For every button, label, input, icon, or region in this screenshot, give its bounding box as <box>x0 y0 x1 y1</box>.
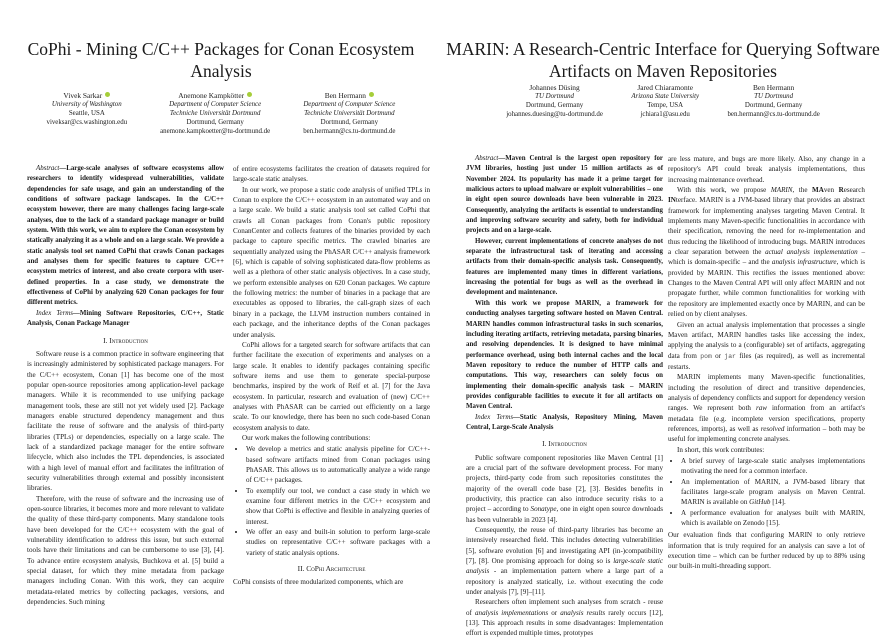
text-run: esearch <box>843 186 865 195</box>
column-right <box>668 154 865 572</box>
author-affiliation: TU Dortmund <box>754 92 794 100</box>
author-email[interactable]: johannes.duesing@tu-dortmund.de <box>506 110 603 118</box>
text-run: information from an artifact's metadata file (e.g. incomplete version specifications, property references, imports), as well as <box>668 404 865 433</box>
list-item <box>681 456 865 477</box>
text-run: Researchers often implement such analyses from scratch - reuse of <box>466 598 663 617</box>
paper-title: CoPhi - Mining C/C++ Packages for Conan Ecosystem Analysis <box>27 39 415 81</box>
author-location: Dortmund, Germany <box>744 101 803 109</box>
contribution-list <box>668 456 865 528</box>
author-email[interactable]: ben.hermann@cs.tu-dortmund.de <box>727 110 820 118</box>
text-run: or <box>711 351 725 360</box>
text-run: [14]. <box>770 498 786 507</box>
paragraph: In our work, we propose a static code analysis of unified TPLs in Conan to explore the C/C++ ecosystem in an automated way and on a large scale. We build a static analysis tool set called CoPhi that crawls all Conan packages from Conan's public repository ConanCenter and collects features of the binaries provided by each package to capture specific metrics. The crawled binaries are sequentially analyzed using the PhASAR C/C++ analysis framework [6], which is capable of solving sophisticated data-flow problems as well as a plethora of other static analysis objectives. In a case study, we perform extensible analyses on 620 Conan packages. We capture the following metrics: the number of binaries in a package that are executables as opposed to libraries, the call-graph sizes of each binary in a package, the LLVM instruction numbers contained in each package, and the inheritance depths of the Conan packages under analysis. <box>233 185 430 339</box>
text-run: – which is domain-specific – and the <box>668 248 865 267</box>
author-name: Vivek Sarkar <box>63 91 103 100</box>
abstract-text: —Maven Central is the largest open repository for JVM libraries, hosting just under 15 million artifacts as of November 2024. Its popularity has made it a prime target for malicious actors to upload malware or exploit vulnerabilities – one in eight open source downloads have been vulnerable in 2023. Consequently, analyzing the artifacts is essential to understanding and improving software security and safety, both for individual projects and on a large-scale. <box>466 155 663 235</box>
index-terms <box>466 413 663 434</box>
text-run: pom <box>700 352 712 360</box>
paper-title: MARIN: A Research-Centric Interface for Querying Software Artifacts on Maven Repositories <box>446 39 880 81</box>
paragraph: Therefore, with the reuse of software and the increasing use of open-source libraries, it becomes more and more relevant to validate the quality of these third-party components. Many standalone tools have been developed for the C/C++ ecosystem with the goal of vulnerability identification to address this issue, but such external tools have their limitations and can be cumbersome to use [3], [4]. To advance entire ecosystem analysis, Buchkova et al. [5] build a special dataset, for which they mine metadata from package managers including Conan. With this work, they can acquire metadata-related metrics by collecting packages, versions, and dependencies. Such mining <box>27 494 224 607</box>
abstract <box>27 164 224 309</box>
paragraph <box>668 185 865 319</box>
text-run: With this work, we propose <box>677 186 771 195</box>
author-email[interactable]: jchiara1@asu.edu <box>640 110 690 118</box>
text-run: resolved <box>760 424 785 433</box>
column-left <box>27 164 224 607</box>
list-item: • We develop a metrics and static analysis pipeline for C/C++-based software artifacts mined from Conan packages using PhASAR. This allows us to automatically analyze a wide range of C/C++ packages. <box>246 444 430 485</box>
text-run: ven <box>823 186 839 195</box>
author-affiliation: Techniche Universität Dortmund <box>304 109 395 117</box>
text-run: - an implementation pattern where a large part of a repository is analyzed statically, i.e. without executing the code under analysis [7], [9]–[11]. <box>466 567 663 597</box>
paper-page-cophi <box>0 0 442 607</box>
author-location: Seattle, USA <box>68 109 105 117</box>
list-item: • To exemplify our tool, we conduct a case study in which we examine four different metrics in the C/C++ ecosystem and show that CoPhi is effective and flexible in analyzing queries of interest. <box>246 486 430 527</box>
text-run: MARIN implements many Maven-specific functionalities, including the resolution of direct and transitive dependencies, analysis of dependency conflicts and support for dependency version ranges. We represent both <box>668 373 865 413</box>
section-heading: I. Introduction <box>103 335 148 345</box>
author-affiliation: TU Dortmund <box>535 92 574 100</box>
text-run: , one in eight open source downloads has been vulnerable in 2023 [4]. <box>466 505 663 524</box>
text-run: Consequently, the reuse of third-party libraries has become an intensively researched field. This includes detecting vulnerabilities [5], software evolution [6] and investigating API (in-)compatibility [7], [8]. One promising approach for doing so is <box>466 526 663 566</box>
text-run: , which is provided by MARIN. This rectifies the issues mentioned above: Changes to the Maven Central API will only affect MARIN and not propagate further, while common functionalities for working with the repository are implemented exactly once by MARIN, and can be relied on by client analyses. <box>668 258 865 319</box>
paragraph: are less mature, and bugs are more likely. Also, any change in a repository's API could break analysis implementations, thus increasing maintenance overhead. <box>668 155 865 184</box>
text-run: GitHub <box>749 498 771 507</box>
author-block <box>492 84 834 120</box>
author-email[interactable]: ben.hermann@cs.tu-dortmund.de <box>303 127 396 135</box>
index-terms-label: Index Terms <box>475 413 514 421</box>
paragraph: CoPhi allows for a targeted search for software artifacts that can further facilitate the execution of experiments and analyses on a large scale. It enables to identify packages containing specific software items and use them to generate special-purpose benchmarks, inspired by the work of Reif et al. [7] for the Java ecosystem. In particular, research and evaluation of (new) C/C++ analyses with PhASAR can be carried out efficiently on a large scale. To our knowledge, there has been no such code-based Conan ecosystem analysis to date. <box>233 340 430 432</box>
text-run: Public software component repositories like Maven Central [1] are a crucial part of the software development process. For many projects, third-party code from such repositories constitutes the majority of the overall code base [2], [3]. Besides benefits in productivity, this practice can also introduce security risks to a project – according to <box>466 453 663 514</box>
author-affiliation: Arizona State University <box>631 92 700 100</box>
text-run: information – both may be useful for implementing concrete analyses. <box>668 424 865 444</box>
abstract-text: —Large-scale analyses of software ecosystems allow researchers to identify widespread vulnerabilities, validate dependencies for safe usage, and gain an understanding of the conditions of software package landscapes. In the C/C++ ecosystem however, there are many challenges facing large-scale analyses, due to the lack of a standard package manager or build system. With this work, we aim to explore the Conan ecosystem by statically analyzing it as a whole and on a large scale. We provide a static analysis tool set named CoPhi that crawls Conan packages and analyses them for specific features to capture C/C++ ecosystem metrics of interest, and also create corpora with user-defined properties. In a case study, we demonstrate the effectiveness of CoPhi by analyzing 620 Conan packages for four different metrics. <box>27 165 224 307</box>
paragraph: CoPhi consists of three modularized components, which are <box>233 578 404 587</box>
author-block <box>30 92 412 137</box>
author <box>47 92 128 137</box>
author-name: Johannes Düsing <box>529 83 580 92</box>
author-name: Anemone Kampkötter <box>178 91 245 100</box>
author-affiliation: Department of Computer Science <box>303 100 396 108</box>
index-terms-text: —Static Analysis, Repository Mining, Maven Central, Large-Scale Analysis <box>466 413 663 431</box>
orcid-icon[interactable] <box>105 92 110 97</box>
paragraph <box>466 597 663 638</box>
list-item <box>681 508 865 529</box>
text-run: actual analysis implementation <box>765 248 858 257</box>
index-terms-text: —Mining Software Repositories, C/C++, Static Analysis, Conan Package Manager <box>27 309 224 328</box>
abstract-label: Abstract <box>36 165 60 172</box>
list-item: • We offer an easy and built-in solution to perform large-scale studies on representative C/C++ software packages with a variety of static analysis options. <box>246 527 430 558</box>
column-right <box>233 164 430 588</box>
text-run: analysis infrastructure <box>771 258 837 267</box>
paragraph <box>668 320 865 373</box>
author-location: Dortmund, Germany <box>186 118 244 126</box>
author <box>631 84 699 120</box>
text-run: A performance evaluation for analyses built with MARIN, which is available on Zenodo [15]. <box>681 508 865 528</box>
author <box>506 84 603 120</box>
paragraph <box>466 453 663 525</box>
author-affiliation: Department of Computer Science <box>169 100 262 108</box>
list-item <box>681 477 865 508</box>
text-run: jar <box>724 352 736 360</box>
text-run: raw <box>755 404 767 413</box>
paragraph <box>668 372 865 444</box>
author-location: Tempe, USA <box>647 101 684 109</box>
text-run: A brief survey of large-scale static analyses implementations motivating the need for a common interface. <box>681 456 865 476</box>
abstract-label: Abstract <box>475 155 499 162</box>
text-run: Sonatype <box>530 505 557 514</box>
author <box>160 92 270 137</box>
author-location: Dortmund, Germany <box>320 118 379 126</box>
text-run: analysis implementations <box>474 608 549 617</box>
text-run: files (as required), as well as incremental restarts. <box>668 351 865 371</box>
index-terms-label: Index Terms <box>36 309 73 317</box>
text-run: analysis results <box>560 608 606 617</box>
text-run: rarely occurs [12], [13]. This approach results in some disadvantages: Implementation effort is expended multiple times, prototypes <box>466 608 663 638</box>
orcid-icon[interactable] <box>247 92 252 97</box>
abstract-paragraph: With this work we propose MARIN, a framework for conducting analyses targeting software hosted on Maven Central. MARIN handles common infrastructural tasks in such scenarios, including iterating artifacts, retrieving metadata, parsing binaries, and resolving dependencies. It is designed to have minimal performance overhead, using both internal caches and the local Maven repository to reduce the number of HTTP calls and computations. This way, researchers can solely focus on implementing their domain-specific analysis task – MARIN provides configurable facilities to execute it for all artifacts on Maven Central. <box>466 299 663 411</box>
author-location: Dortmund, Germany <box>525 101 584 109</box>
section-heading: II. CoPhi Architecture <box>297 564 366 574</box>
paragraph: Software reuse is a common practice in software engineering that is increasingly administered by sophisticated package managers. For the C/C++ ecosystem, Conan [1] has become one of the most popular open-source repositories among application-level package managers. While it is recommended to use unifying package management tools, these are still not yet widely used [2]. Package managers enable structured dependency management and thus facilitate the reuse of software and the analysis of third-party libraries (TPLs) or dependencies, especially on a large scale. The lack of a standardized package manager for the entire software lifecycle, which also includes the TPL dependencies, is associated with a high level of manual effort and facilitates the infiltration of security vulnerabilities through external and possibly inconsistent libraries. <box>27 349 224 493</box>
paragraph: of entire ecosystems facilitates the creation of datasets required for large-scale static analyses. <box>233 165 430 184</box>
author-email[interactable]: anemone.kampkoetter@tu-dortmund.de <box>160 127 271 135</box>
text-run: terface. MARIN is a JVM-based library that provides an abstract framework for implementing analyses targeting Maven Central. It implements many Maven-specific functionalities in accordance with their specification, removing the need for re-implementation and thus reducing the likelihood of introducing bugs. MARIN introduces a clear separation between the <box>668 196 865 257</box>
text-run: IN <box>668 196 676 205</box>
text-run: Given an actual analysis implementation that processes a single Maven artifact, MARIN handles tasks like accessing the index, applying the analysis to a (configurable) set of artifacts, aggregating data from <box>668 320 865 360</box>
author-email[interactable]: viveksar@cs.washington.edu <box>46 118 128 126</box>
text-run: large-scale static analysis <box>466 557 663 576</box>
author <box>727 84 819 120</box>
index-terms <box>27 309 224 330</box>
author-affiliation: Techniche Universität Dortmund <box>169 109 261 117</box>
author-name: Ben Hermann <box>324 91 366 100</box>
text-run: MA <box>812 186 824 195</box>
abstract-paragraph: However, current implementations of concrete analyses do not separate the infrastructural task of iterating and accessing artifacts from their domain-specific analysis task. Consequently, features are implemented many times in different variations, increasing the potential for bugs as well as the overhead in development and maintenance. <box>466 237 663 297</box>
contribution-list <box>233 444 430 558</box>
author-affiliation: University of Washington <box>51 100 122 108</box>
text-run: An implementation of MARIN, a JVM-based library that facilitates large-scale program analysis on Maven Central. MARIN is available on <box>681 477 865 507</box>
author-name: Jared Chiaramonte <box>637 83 693 92</box>
paper-page-marin <box>442 0 884 638</box>
paragraph: In short, this work contributes: <box>677 445 765 454</box>
orcid-icon[interactable] <box>369 92 374 97</box>
text-run: R <box>838 186 844 195</box>
paragraph: Our work makes the following contributions: <box>242 433 371 442</box>
text-run: or <box>548 608 561 617</box>
author-name: Ben Hermann <box>752 83 795 92</box>
abstract <box>466 154 663 237</box>
text-run: MARIN <box>770 186 793 195</box>
paragraph: Our evaluation finds that configuring MARIN to only retrieve information that is truly required for an analysis can save a lot of execution time – which can be further reduced by up to 88% using our built-in multi-threading support. <box>668 531 865 571</box>
section-heading: I. Introduction <box>542 439 587 449</box>
paragraph <box>466 525 663 597</box>
column-left <box>466 154 663 639</box>
author <box>303 92 395 137</box>
text-run: , the <box>792 186 812 195</box>
